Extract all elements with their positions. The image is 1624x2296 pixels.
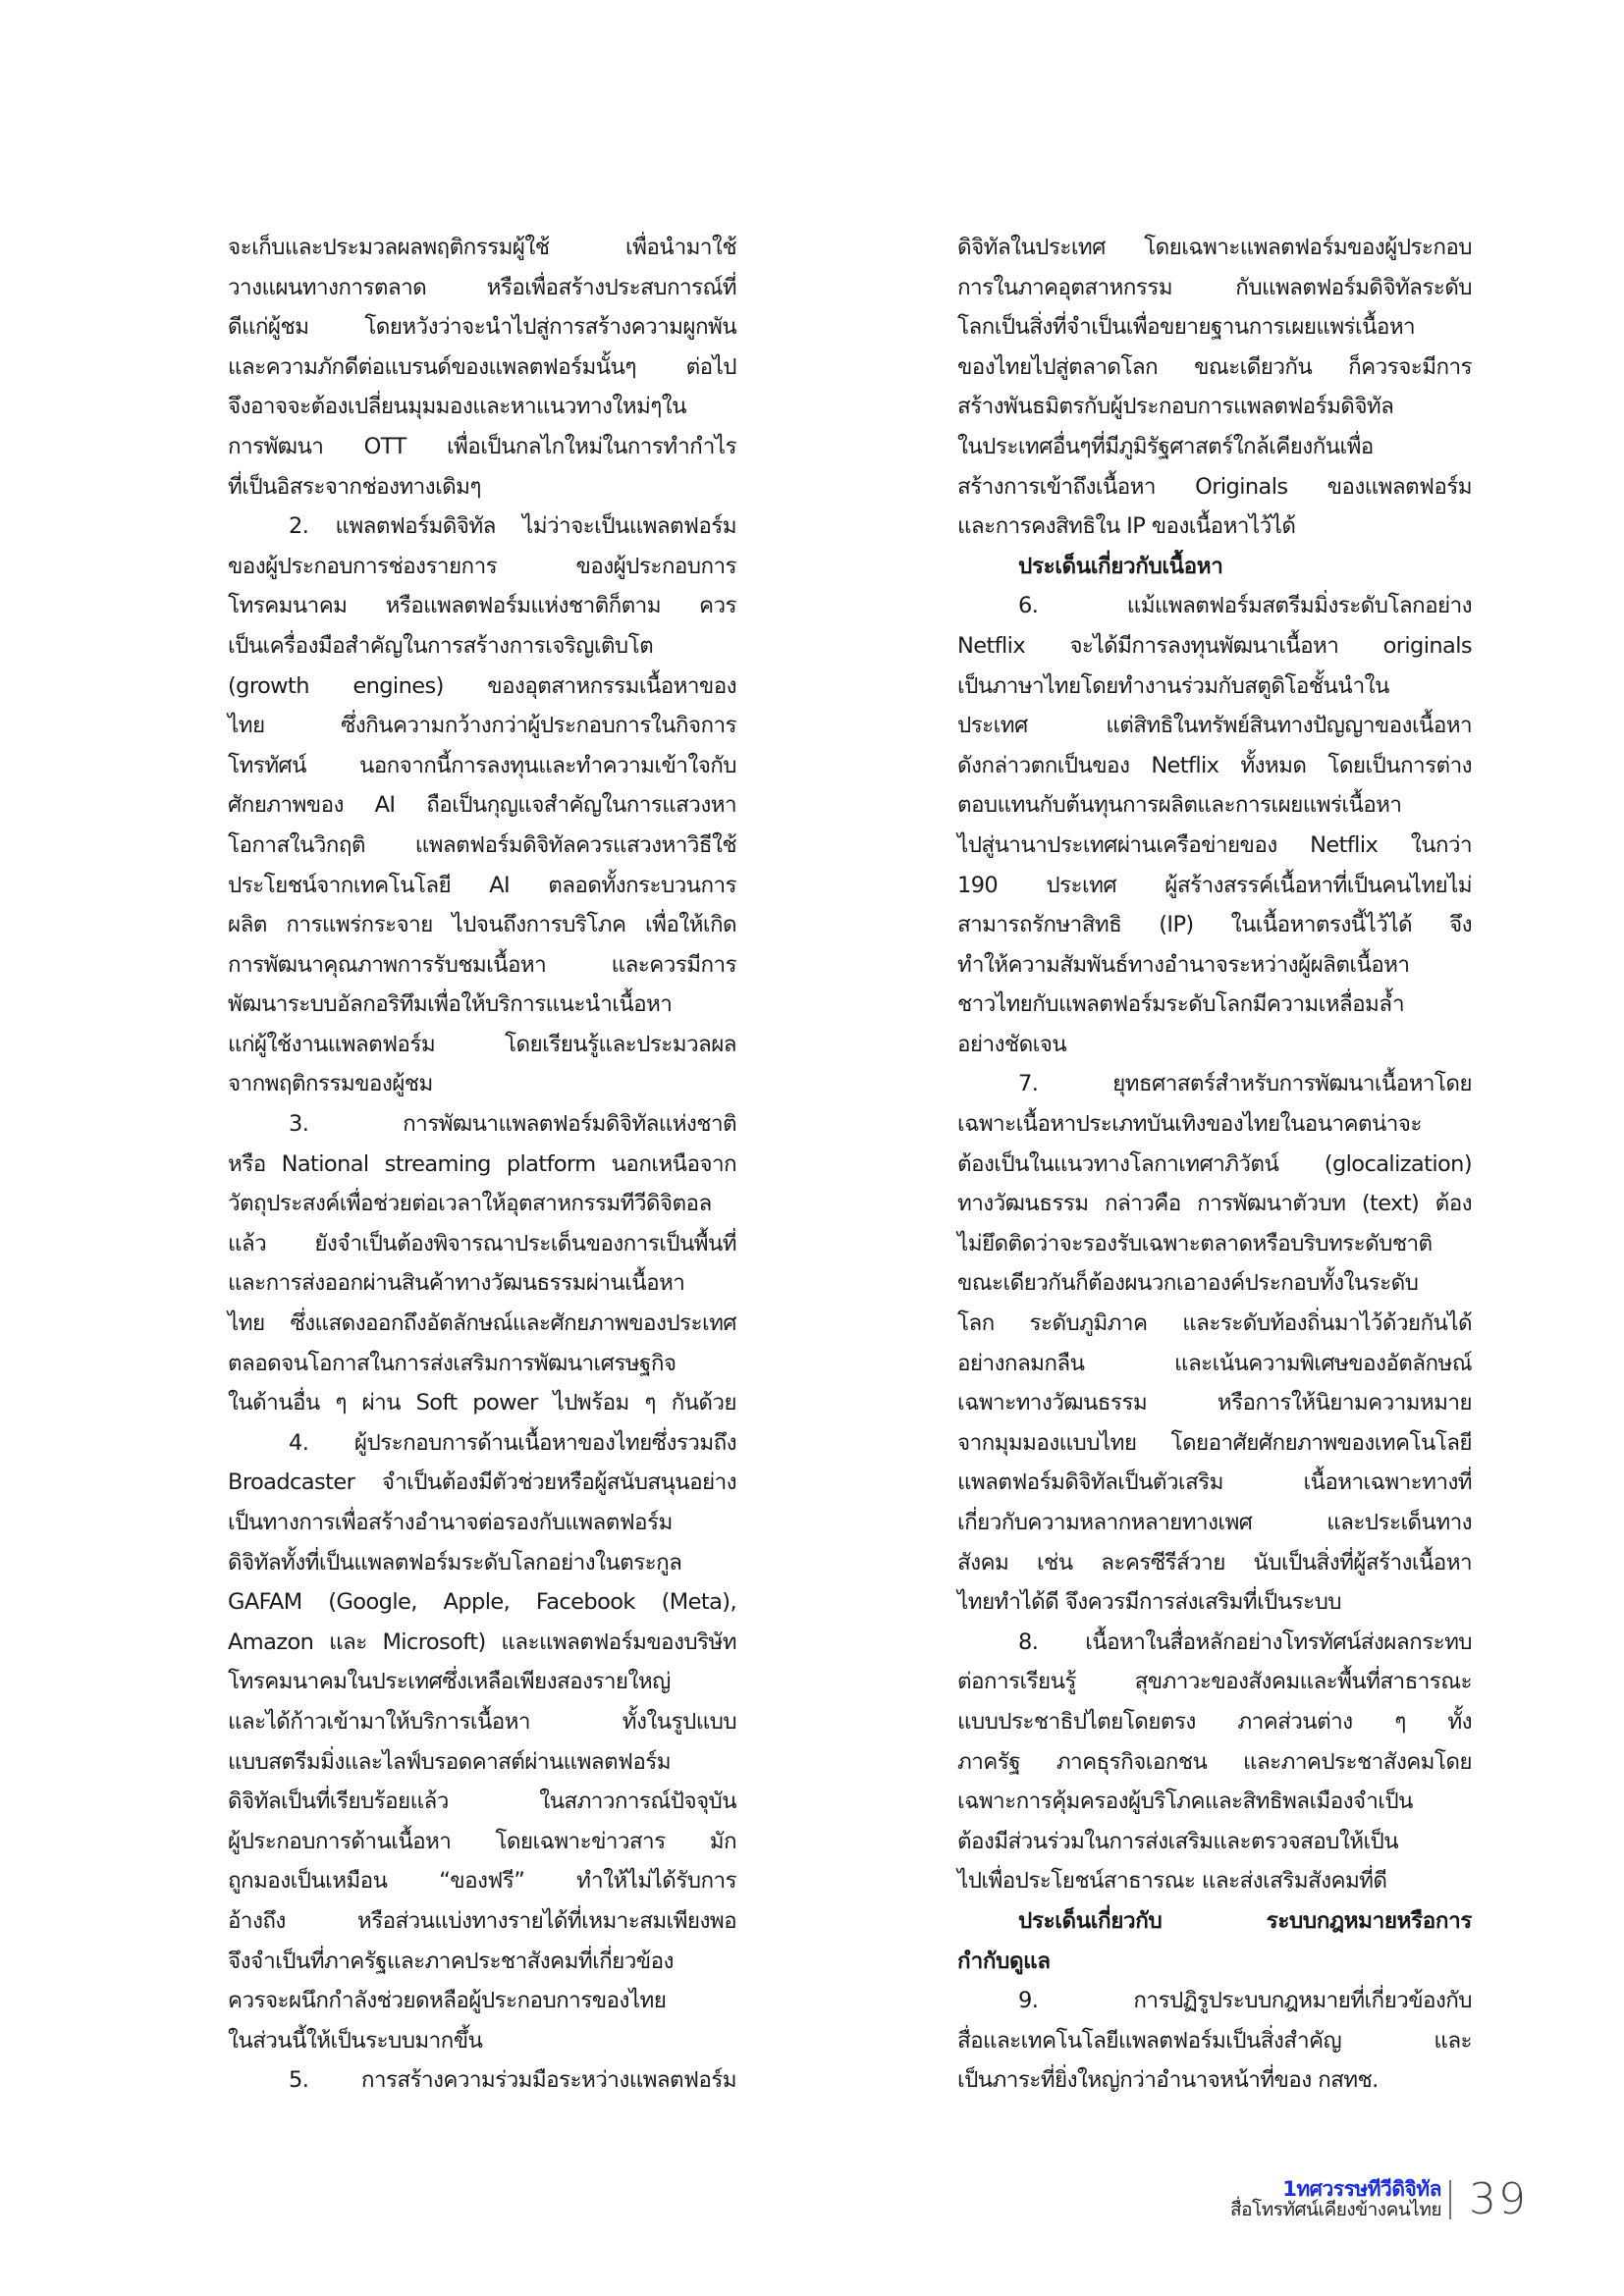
text-line: 3. การพัฒนาแพลตฟอร์มดิจิทัลแห่งชาติ — [289, 1111, 736, 1138]
text-line: การพัฒนา OTT เพื่อเป็นกลไกใหม่ในการทำกำไร — [228, 433, 736, 459]
text-line: การพัฒนาคุณภาพการรับชมเนื้อหา และควรมีการ — [228, 951, 736, 978]
text-line: 190 ประเทศ ผู้สร้างสรรค์เนื้อหาที่เป็นคนไทยไม่ — [957, 872, 1472, 898]
right-column — [957, 228, 1472, 2101]
text-line: แบบประชาธิปไตยโดยตรง ภาคส่วนต่าง ๆ ทั้ง — [957, 1708, 1472, 1735]
text-line: โทรคมนาคม หรือแพลตฟอร์มแห่งชาติก็ตาม ควร — [228, 593, 736, 619]
text-line: และการคงสิทธิใน IP ของเนื้อหาไว้ได้ — [957, 513, 1296, 540]
text-line: ที่เป็นอิสระจากช่องทางเดิมๆ — [228, 473, 481, 500]
text-line: เฉพาะการคุ้มครองผู้บริโภคและสิทธิพลเมืองจำเป็น — [957, 1789, 1413, 1815]
text-line: 8. เนื้อหาในสื่อหลักอย่างโทรทัศน์ส่งผลกระทบ — [1018, 1629, 1472, 1655]
text-line: ตอบแทนกับต้นทุนการผลิตและการเผยแพร่เนื้อหา — [957, 792, 1402, 819]
text-line: ต่อการเรียนรู้ สุขภาวะของสังคมและพื้นที่สาธารณะ — [957, 1669, 1472, 1695]
text-line: ต้องมีส่วนร่วมในการส่งเสริมและตรวจสอบให้เป็น — [957, 1828, 1398, 1854]
text-line: 6. แม้แพลตฟอร์มสตรีมมิ่งระดับโลกอย่าง — [1018, 593, 1472, 619]
section-heading-line: ประเด็นเกี่ยวกับเนื้อหา — [1018, 553, 1223, 579]
text-line: เป็นเครื่องมือสำคัญในการสร้างการเจริญเติบโต — [228, 632, 654, 659]
footer-separator — [1449, 2180, 1451, 2219]
page-footer — [1230, 2174, 1528, 2224]
text-line: อ้างถึง หรือส่วนแบ่งทางรายได้ที่เหมาะสมเพียงพอ — [228, 1907, 736, 1934]
text-line: ควรจะผนึกกำลังช่วยดหลือผู้ประกอบการของไทย — [228, 1988, 667, 2014]
text-line: ไม่ยึดติดว่าจะรองรับเฉพาะตลาดหรือบริบทระดับชาติ — [957, 1230, 1433, 1256]
text-line: ในด้านอื่น ๆ ผ่าน Soft power ไปพร้อม ๆ กันด้วย — [228, 1390, 736, 1416]
text-line: ดิจิทัลทั้งที่เป็นแพลตฟอร์มระดับโลกอย่างในตระกูล — [228, 1549, 682, 1575]
text-line: ประเทศ แต่สิทธิในทรัพย์สินทางปัญญาของเนื้อหา — [957, 713, 1472, 739]
text-line: ตลอดจนโอกาสในการส่งเสริมการพัฒนาเศรษฐกิจ — [228, 1350, 677, 1376]
page-number: 39 — [1469, 2174, 1528, 2224]
text-line: แล้ว ยังจำเป็นต้องพิจารณาประเด็นของการเป็นพื้นที่ — [228, 1230, 736, 1256]
text-line: ผลิต การแพร่กระจาย ไปจนถึงการบริโภค เพื่อให้เกิด — [228, 912, 736, 938]
footer-tagline: สื่อโทรทัศน์เคียงข้างคนไทย — [1230, 2199, 1441, 2220]
text-line: Netflix จะได้มีการลงทุนพัฒนาเนื้อหา originals — [957, 632, 1472, 659]
text-line: ภาครัฐ ภาคธุรกิจเอกชน และภาคประชาสังคมโดย — [957, 1748, 1472, 1775]
text-line: เป็นภาษาไทยโดยทำงานร่วมกับสตูดิโอชั้นนำใน — [957, 672, 1389, 699]
text-line: จึงจำเป็นที่ภาครัฐและภาคประชาสังคมที่เกี่ยวข้อง — [228, 1948, 674, 1974]
text-line: หรือ National streaming platform นอกเหนือจาก — [228, 1150, 736, 1177]
text-line: แก่ผู้ใช้งานแพลตฟอร์ม โดยเรียนรู้และประมวลผล — [228, 1031, 736, 1057]
text-line: ศักยภาพของ AI ถือเป็นกุญแจสำคัญในการแสวงหา — [228, 792, 736, 819]
text-line: ไปเพื่อประโยชน์สาธารณะ และส่งเสริมสังคมที่ดี — [957, 1868, 1387, 1895]
footer-brand-logo-text: 1ทศวรรษทีวีดิจิทัล — [1282, 2177, 1441, 2201]
text-line: สร้างพันธมิตรกับผู้ประกอบการแพลตฟอร์มดิจิทัล — [957, 394, 1394, 420]
text-line: จากมุมมองแบบไทย โดยอาศัยศักยภาพของเทคโนโลยี — [957, 1429, 1472, 1456]
text-line: โลกเป็นสิ่งที่จำเป็นเพื่อขยายฐานการเผยแพร่เนื้อหา — [957, 314, 1416, 341]
text-line: สามารถรักษาสิทธิ (IP) ในเนื้อหาตรงนี้ไว้ได้ จึง — [957, 912, 1472, 938]
text-line: 7. ยุทธศาสตร์สำหรับการพัฒนาเนื้อหาโดย — [1018, 1071, 1472, 1097]
text-line: ในประเทศอื่นๆที่มีภูมิรัฐศาสตร์ใกล้เคียงกันเพื่อ — [957, 433, 1374, 459]
text-line: 5. การสร้างความร่วมมือระหว่างแพลตฟอร์ม — [289, 2067, 736, 2094]
text-line: วางแผนทางการตลาด หรือเพื่อสร้างประสบการณ์ที่ — [228, 274, 736, 300]
text-line: แพลตฟอร์มดิจิทัลเป็นตัวเสริม เนื้อหาเฉพาะทางที่ — [957, 1469, 1472, 1496]
text-line: ทางวัฒนธรรม กล่าวคือ การพัฒนาตัวบท (text) ต้อง — [957, 1191, 1472, 1217]
text-line: การในภาคอุตสาหกรรม กับแพลตฟอร์มดิจิทัลระดับ — [957, 274, 1472, 300]
text-line: และการส่งออกผ่านสินค้าทางวัฒนธรรมผ่านเนื้อหา — [228, 1270, 685, 1297]
text-line: จากพฤติกรรมของผู้ชม — [228, 1071, 433, 1097]
text-line: สื่อและเทคโนโลยีแพลตฟอร์มเป็นสิ่งสำคัญ และ — [957, 2027, 1472, 2054]
text-line: โลก ระดับภูมิภาค และระดับท้องถิ่นมาไว้ด้วยกันได้ — [957, 1310, 1472, 1337]
text-line: (growth engines) ของอุตสาหกรรมเนื้อหาของ — [228, 672, 736, 699]
section-heading-line: กำกับดูแล — [957, 1948, 1051, 1974]
text-line: ในส่วนนี้ให้เป็นระบบมากขึ้น — [228, 2027, 483, 2054]
text-line: พัฒนาระบบอัลกอริทึมเพื่อให้บริการแนะนำเนื้อหา — [228, 991, 673, 1018]
text-line: 4. ผู้ประกอบการด้านเนื้อหาของไทยซึ่งรวมถึง — [289, 1429, 736, 1456]
text-line: ไทย ซึ่งกินความกว้างกว่าผู้ประกอบการในกิจการ — [228, 713, 736, 739]
text-line: ดิจิทัลเป็นที่เรียบร้อยแล้ว ในสภาวการณ์ปัจจุบัน — [228, 1789, 736, 1815]
text-line: วัตถุประสงค์เพื่อช่วยต่อเวลาให้อุตสาหกรรมทีวีดิจิตอล — [228, 1191, 712, 1217]
text-line: เฉพาะเนื้อหาประเภทบันเทิงของไทยในอนาคตน่าจะ — [957, 1111, 1422, 1138]
text-line: โทรทัศน์ นอกจากนี้การลงทุนและทำความเข้าใจกับ — [228, 752, 736, 778]
text-line: ไปสู่นานาประเทศผ่านเครือข่ายของ Netflix ในกว่า — [957, 831, 1472, 858]
text-line: เกี่ยวกับความหลากหลายทางเพศ และประเด็นทาง — [957, 1510, 1472, 1535]
left-column — [228, 228, 736, 2101]
text-line: โอกาสในวิกฤติ แพลตฟอร์มดิจิทัลควรแสวงหาวิธีใช้ — [228, 831, 736, 858]
text-line: ประโยชน์จากเทคโนโลยี AI ตลอดทั้งกระบวนการ — [228, 872, 736, 898]
text-line: ดิจิทัลในประเทศ โดยเฉพาะแพลตฟอร์มของผู้ประกอบ — [957, 235, 1472, 260]
text-line: จึงอาจจะต้องเปลี่ยนมุมมองและหาแนวทางใหม่ๆใน — [228, 394, 686, 420]
text-line: ผู้ประกอบการด้านเนื้อหา โดยเฉพาะข่าวสาร มัก — [228, 1828, 736, 1854]
footer-branding — [1230, 2179, 1441, 2220]
text-line: แบบสตรีมมิ่งและไลฟ์บรอดคาสต์ผ่านแพลตฟอร์ม — [228, 1748, 671, 1775]
text-line: GAFAM (Google, Apple, Facebook (Meta), — [228, 1589, 736, 1616]
text-line: เป็นทางการเพื่อสร้างอำนาจต่อรองกับแพลตฟอร์ม — [228, 1510, 673, 1535]
text-line: 2. แพลตฟอร์มดิจิทัล ไม่ว่าจะเป็นแพลตฟอร์ม — [289, 513, 736, 540]
text-line: 9. การปฏิรูประบบกฎหมายที่เกี่ยวข้องกับ — [1018, 1988, 1472, 2014]
text-line: และความภักดีต่อแบรนด์ของแพลตฟอร์มนั้นๆ ต่อไป — [228, 353, 736, 380]
section-heading-line: ประเด็นเกี่ยวกับ ระบบกฎหมายหรือการ — [1018, 1907, 1472, 1934]
text-line: ต้องเป็นในแนวทางโลกาเทศาภิวัตน์ (glocalization) — [957, 1150, 1472, 1177]
text-line: ไทยทำได้ดี จึงควรมีการส่งเสริมที่เป็นระบบ — [957, 1589, 1341, 1616]
text-line: Broadcaster จำเป็นต้องมีตัวช่วยหรือผู้สนับสนุนอย่าง — [228, 1469, 736, 1496]
text-line: สังคม เช่น ละครซีรีส์วาย นับเป็นสิ่งที่ผู้สร้างเนื้อหา — [957, 1549, 1472, 1575]
text-line: เป็นภาระที่ยิ่งใหญ่กว่าอำนาจหน้าที่ของ กสทช. — [957, 2067, 1379, 2094]
text-line: อย่างกลมกลืน และเน้นความพิเศษของอัตลักษณ์ — [957, 1350, 1472, 1376]
text-line: ดังกล่าวตกเป็นของ Netflix ทั้งหมด โดยเป็นการต่าง — [957, 752, 1472, 778]
text-line: ของผู้ประกอบการช่องรายการ ของผู้ประกอบการ — [228, 553, 736, 579]
text-line: Amazon และ Microsoft) และแพลตฟอร์มของบริษัท — [228, 1629, 736, 1655]
text-line: ทำให้ความสัมพันธ์ทางอำนาจระหว่างผู้ผลิตเนื้อหา — [957, 951, 1410, 978]
text-line: ขณะเดียวกันก็ต้องผนวกเอาองค์ประกอบทั้งในระดับ — [957, 1270, 1419, 1297]
text-line: ชาวไทยกับแพลตฟอร์มระดับโลกมีความเหลื่อมล้ำ — [957, 991, 1405, 1018]
text-line: โทรคมนาคมในประเทศซึ่งเหลือเพียงสองรายใหญ่ — [228, 1669, 671, 1695]
text-line: เฉพาะทางวัฒนธรรม หรือการให้นิยามความหมาย — [957, 1390, 1472, 1416]
text-line: ดีแก่ผู้ชม โดยหวังว่าจะนำไปสู่การสร้างความผูกพัน — [228, 314, 736, 341]
text-line: สร้างการเข้าถึงเนื้อหา Originals ของแพลตฟอร์ม — [957, 473, 1472, 500]
text-line: ไทย ซึ่งแสดงออกถึงอัตลักษณ์และศักยภาพของประเทศ — [228, 1310, 736, 1337]
text-line: จะเก็บและประมวลผลพฤติกรรมผู้ใช้ เพื่อนำมาใช้ — [228, 235, 736, 260]
text-line: ของไทยไปสู่ตลาดโลก ขณะเดียวกัน ก็ควรจะมีการ — [957, 353, 1472, 380]
text-line: และได้ก้าวเข้ามาให้บริการเนื้อหา ทั้งในรูปแบบ — [228, 1708, 736, 1735]
text-line: ถูกมองเป็นเหมือน “ของฟรี” ทำให้ไม่ได้รับการ — [228, 1868, 736, 1895]
text-line: อย่างชัดเจน — [957, 1031, 1067, 1057]
